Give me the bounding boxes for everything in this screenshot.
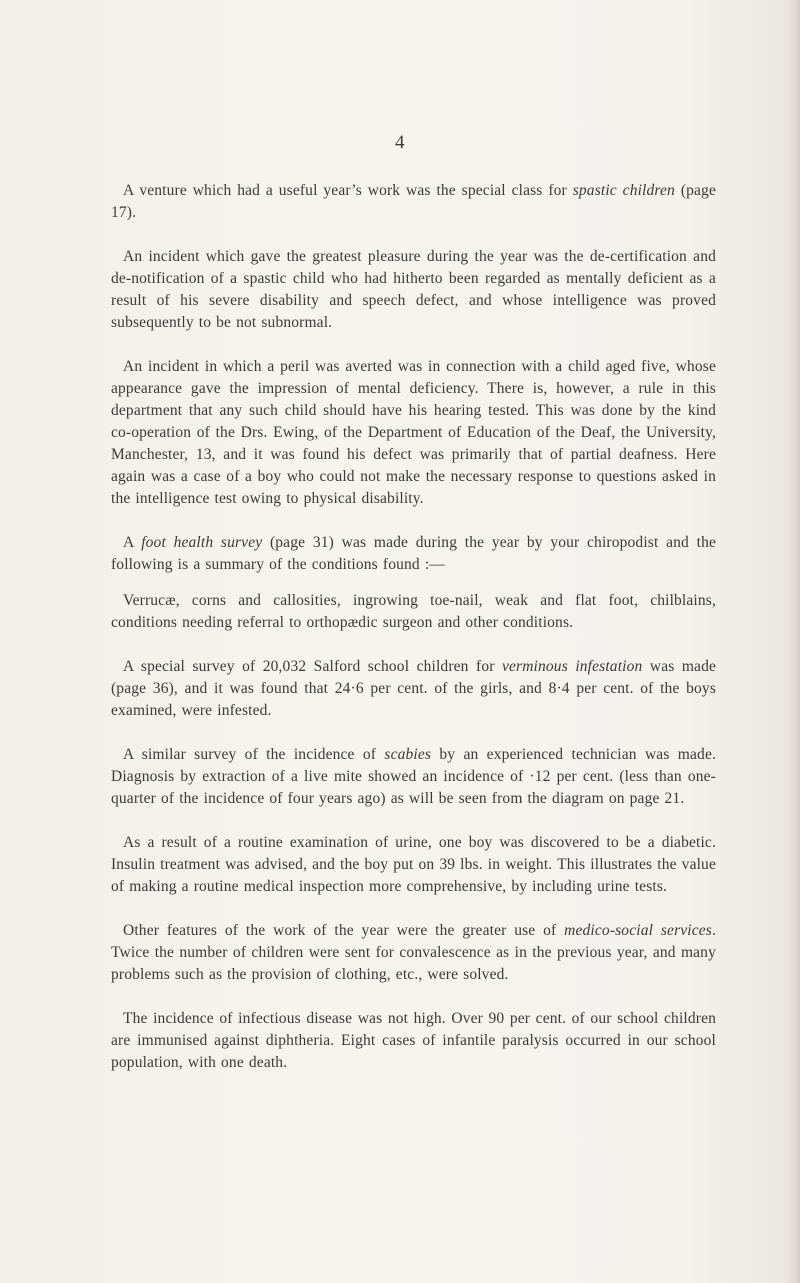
paragraph-text: was made (page 36), and it was found that 24·6 per cent. of the girls, and 8·4 per cent. of the boys examined, were infested.	[111, 658, 717, 719]
paragraph-text: The incidence of infectious disease was not high. Over 90 per cent. of our school children are immunised against diphtheria. Eight cases of infantile paralysis occurred in our school population, with one death.	[111, 1010, 716, 1071]
paragraph-text: An incident in which a peril was averted was in connection with a child aged five, whose appearance gave the impression of mental deficiency. There is, however, a rule in this department that any such child should have his hearing tested. This was done by the kind co-operation of the Drs. Ewing, of the Department of Education of the Deaf, the University, Manchester, 13, and it was found his defect was primarily that of partial deafness. Here again was a case of a boy who could not make the necessary response to questions asked in the intelligence test owing to physical disability.	[111, 358, 716, 507]
paragraph-peril-averted	[111, 356, 716, 510]
paragraph-text: A venture which had a useful year’s work was the special class for	[123, 182, 573, 199]
paragraph-scabies	[111, 744, 716, 810]
paragraph-medico-social	[111, 920, 716, 986]
paragraph-text: Other features of the work of the year were the greater use of	[123, 922, 565, 939]
paragraph-foot-conditions	[111, 590, 716, 634]
paragraph-text: As a result of a routine examination of urine, one boy was discovered to be a diabetic. Insulin treatment was advised, and the boy put on 39 lbs. in weight. This illustrates the value of making a routine medical inspection more comprehensive, by including urine tests.	[111, 834, 716, 895]
page-edge-shadow	[786, 0, 800, 1283]
paragraph-text: A similar survey of the incidence of	[123, 746, 385, 763]
italic-term: foot health survey	[141, 534, 263, 551]
paragraph-diabetic	[111, 832, 716, 898]
paragraph-text: . Twice the number of children were sent for convalescence as in the previous year, and many problems such as the provision of clothing, etc., were solved.	[111, 922, 717, 983]
paragraph-infectious-disease	[111, 1008, 716, 1074]
paragraph-decertification	[111, 246, 716, 334]
paragraph-text: (page 17).	[111, 182, 716, 221]
page-number: 4	[395, 132, 405, 153]
paragraph-text: (page 31) was made during the year by your chiropodist and the following is a summary of the conditions found :—	[111, 534, 717, 573]
paragraph-text: A	[123, 534, 142, 551]
paragraph-verminous-infestation	[111, 656, 716, 722]
paragraph-spastic-class	[111, 180, 716, 224]
paragraph-text: Verrucæ, corns and callosities, ingrowing toe-nail, weak and flat foot, chilblains, conditions needing referral to orthopædic surgeon and other conditions.	[111, 592, 716, 631]
paragraph-foot-health-survey	[111, 532, 716, 576]
paragraph-text: An incident which gave the greatest pleasure during the year was the de-certification and de-notification of a spastic child who had hitherto been regarded as mentally deficient as a result of his severe disability and speech defect, and whose intelligence was proved subsequently to be not subnormal.	[111, 248, 716, 331]
italic-term: scabies	[384, 746, 432, 763]
paragraph-text: A special survey of 20,032 Salford school children for	[123, 658, 502, 675]
body-text	[111, 180, 716, 1096]
italic-term: medico-social services	[564, 922, 712, 939]
paragraph-text: by an experienced technician was made. Diagnosis by extraction of a live mite showed an incidence of ·12 per cent. (less than one-quarter of the incidence of four years ago) as will be seen from the diagram on page 21.	[111, 746, 716, 807]
italic-term: spastic children	[572, 182, 675, 199]
italic-term: verminous infestation	[501, 658, 643, 675]
